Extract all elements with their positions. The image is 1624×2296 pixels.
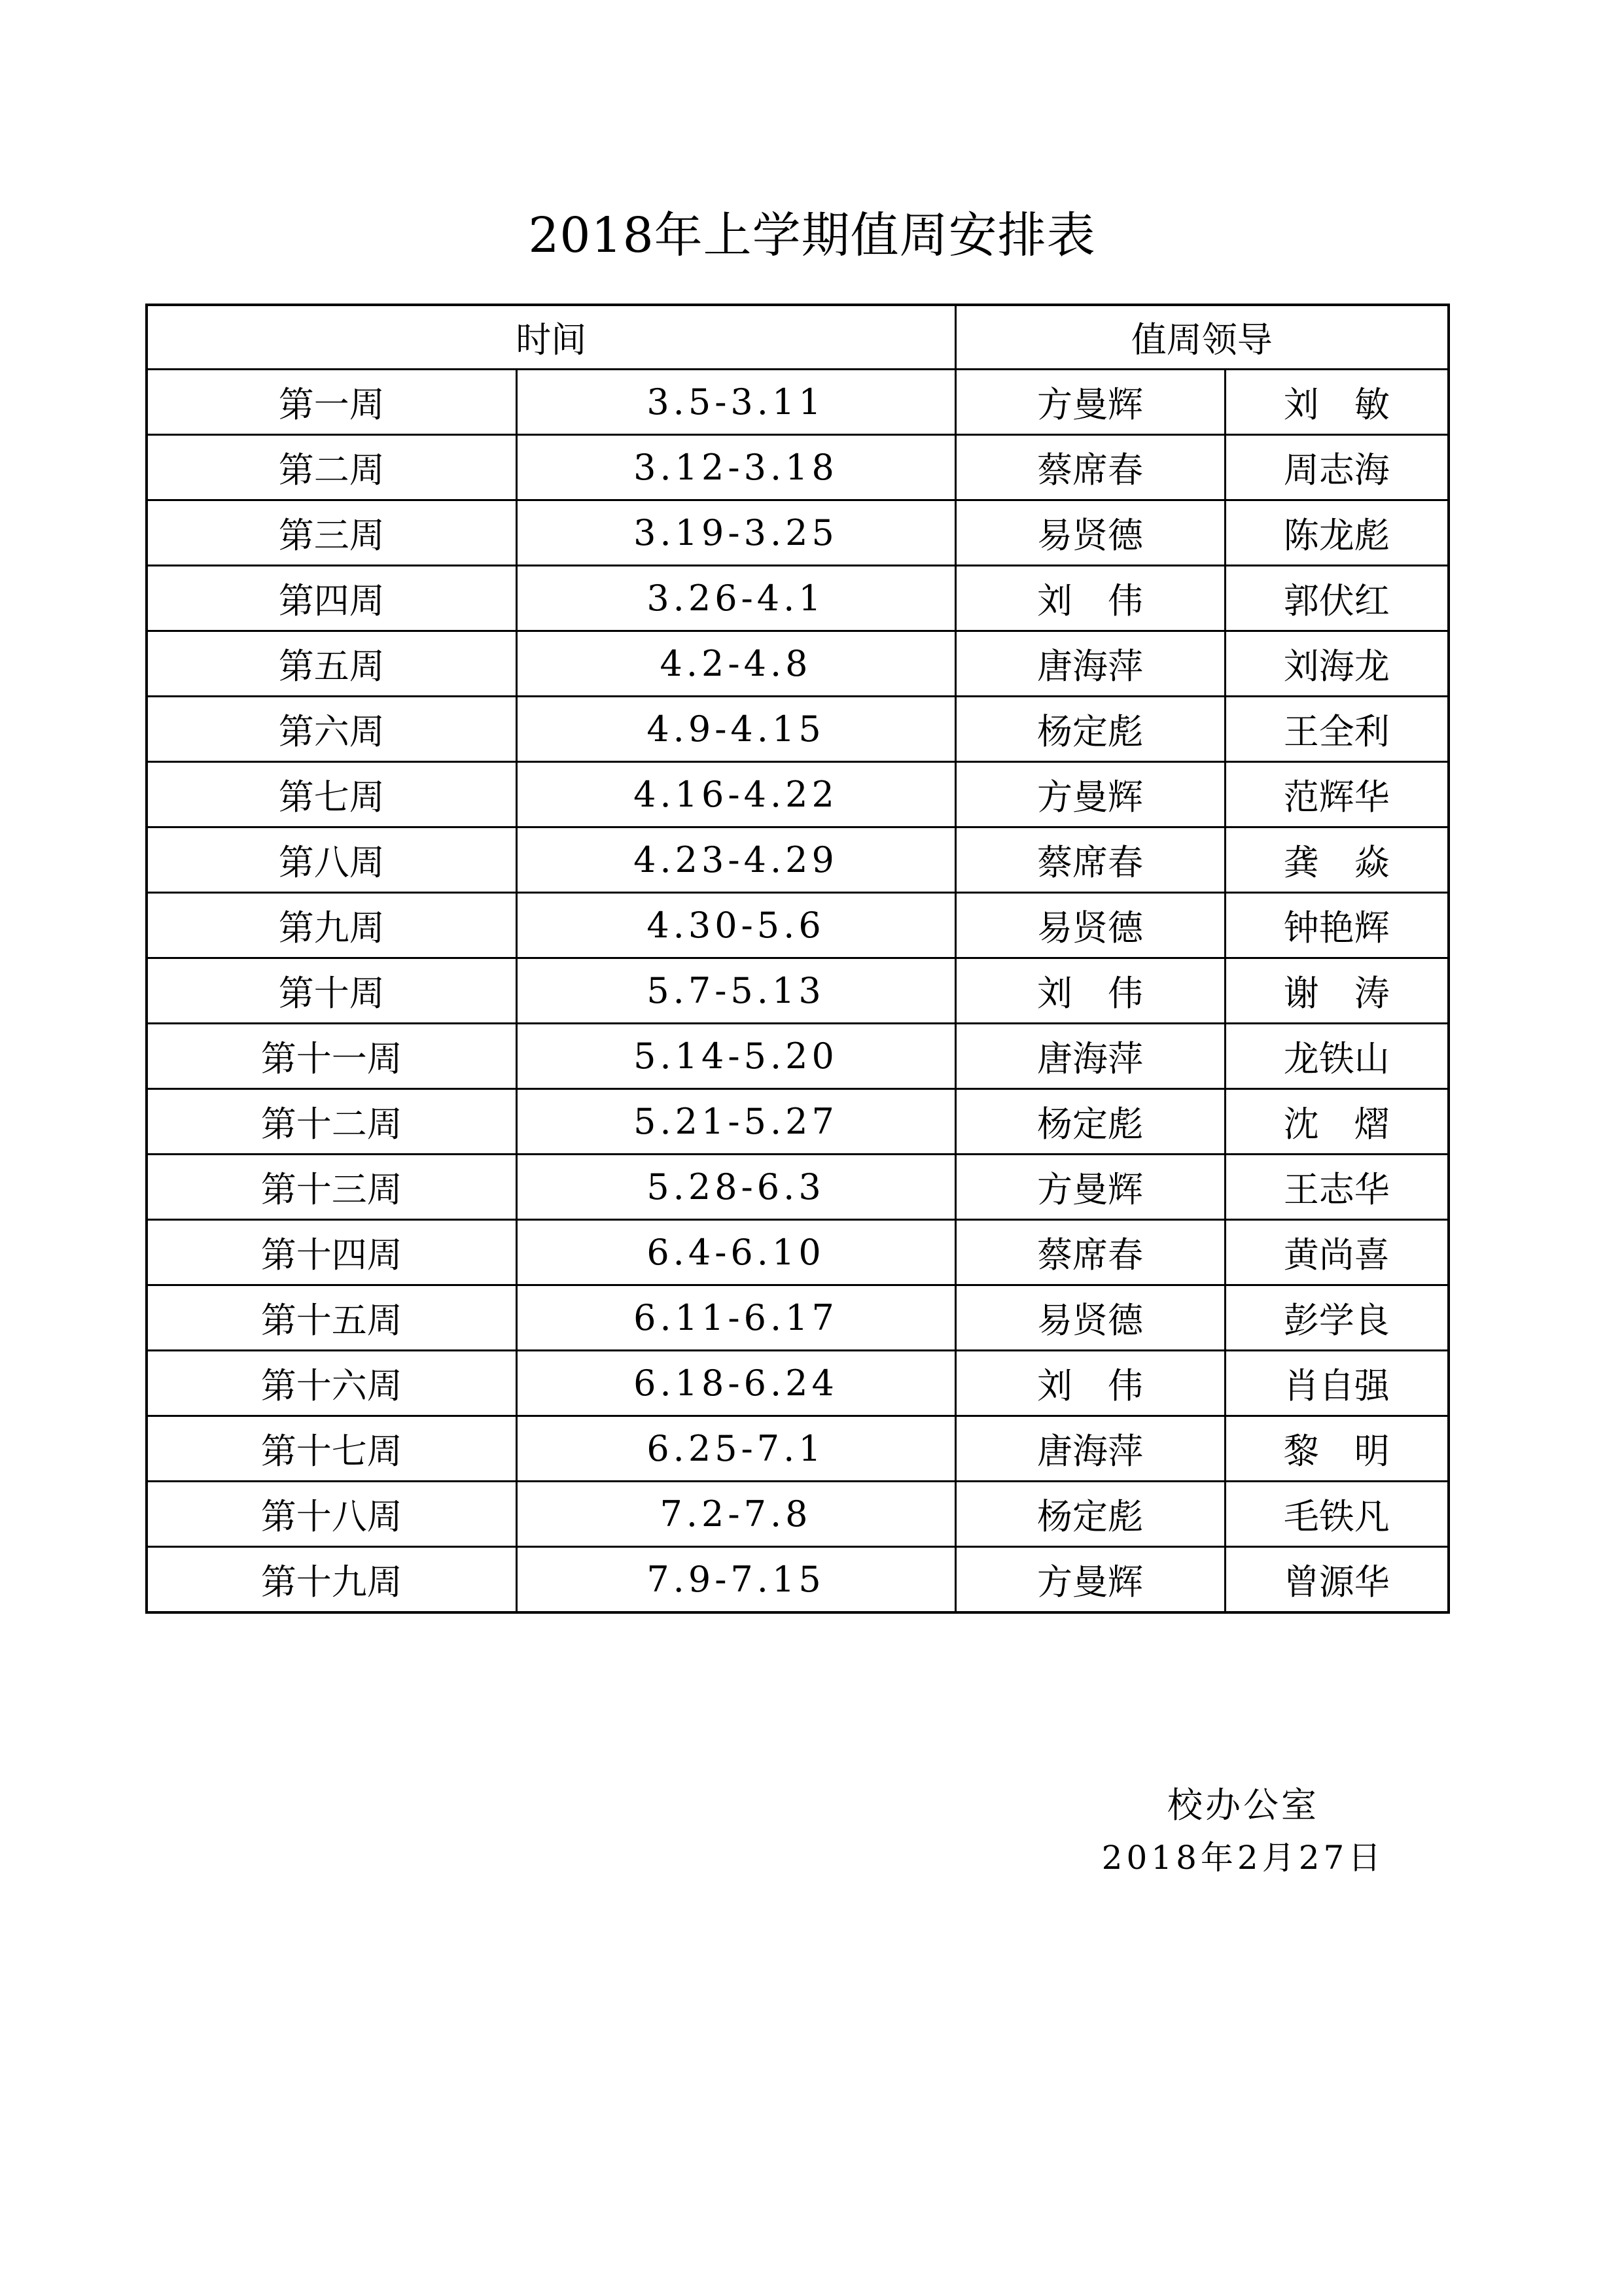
leader1-cell: 刘 伟: [955, 1351, 1225, 1416]
table-row: [147, 827, 1449, 893]
week-cell: 第五周: [147, 631, 516, 697]
table-row: [147, 1416, 1449, 1482]
date-range-cell: 5.7-5.13: [516, 958, 955, 1024]
table-body: [147, 370, 1449, 1613]
date-range-cell: 6.18-6.24: [516, 1351, 955, 1416]
footer-office: 校办公室: [1167, 1784, 1319, 1826]
week-cell: 第十九周: [147, 1547, 516, 1613]
week-cell: 第十二周: [147, 1089, 516, 1155]
table-row: [147, 370, 1449, 435]
date-range-cell: 6.25-7.1: [516, 1416, 955, 1482]
leader1-cell: 易贤德: [955, 500, 1225, 566]
leader1-cell: 唐海萍: [955, 631, 1225, 697]
leader1-cell: 蔡席春: [955, 435, 1225, 500]
week-cell: 第十一周: [147, 1024, 516, 1089]
date-range-cell: 3.12-3.18: [516, 435, 955, 500]
date-range-cell: 5.14-5.20: [516, 1024, 955, 1089]
week-cell: 第十八周: [147, 1482, 516, 1547]
date-range-cell: 4.9-4.15: [516, 697, 955, 762]
leader1-cell: 蔡席春: [955, 1220, 1225, 1285]
week-cell: 第十五周: [147, 1285, 516, 1351]
leader1-cell: 杨定彪: [955, 1089, 1225, 1155]
table-row: [147, 1220, 1449, 1285]
week-cell: 第七周: [147, 762, 516, 827]
leader2-cell: 周志海: [1225, 435, 1449, 500]
leader2-cell: 龚 焱: [1225, 827, 1449, 893]
date-range-cell: 5.28-6.3: [516, 1155, 955, 1220]
leader2-cell: 王全利: [1225, 697, 1449, 762]
table-row: [147, 958, 1449, 1024]
date-range-cell: 6.11-6.17: [516, 1285, 955, 1351]
leader1-cell: 唐海萍: [955, 1024, 1225, 1089]
date-range-cell: 4.23-4.29: [516, 827, 955, 893]
leader1-cell: 易贤德: [955, 893, 1225, 958]
page-title: 2018年上学期值周安排表: [528, 207, 1096, 264]
table-row: [147, 1285, 1449, 1351]
leader2-cell: 刘 敏: [1225, 370, 1449, 435]
footer-date: 2018年2月27日: [1101, 1839, 1385, 1877]
leader1-cell: 方曼辉: [955, 1547, 1225, 1613]
week-cell: 第十七周: [147, 1416, 516, 1482]
leader2-cell: 陈龙彪: [1225, 500, 1449, 566]
table-row: [147, 762, 1449, 827]
table-row: [147, 697, 1449, 762]
date-range-cell: 5.21-5.27: [516, 1089, 955, 1155]
table-row: [147, 1351, 1449, 1416]
leader1-cell: 刘 伟: [955, 958, 1225, 1024]
duty-schedule-table: [145, 304, 1450, 1614]
date-range-cell: 7.9-7.15: [516, 1547, 955, 1613]
week-cell: 第六周: [147, 697, 516, 762]
date-range-cell: 4.30-5.6: [516, 893, 955, 958]
leader1-cell: 易贤德: [955, 1285, 1225, 1351]
table-row: [147, 1024, 1449, 1089]
leader2-cell: 王志华: [1225, 1155, 1449, 1220]
week-cell: 第九周: [147, 893, 516, 958]
leader2-cell: 彭学良: [1225, 1285, 1449, 1351]
leader2-cell: 沈 熠: [1225, 1089, 1449, 1155]
leader1-cell: 杨定彪: [955, 1482, 1225, 1547]
leader2-cell: 谢 涛: [1225, 958, 1449, 1024]
date-range-cell: 7.2-7.8: [516, 1482, 955, 1547]
leader1-cell: 唐海萍: [955, 1416, 1225, 1482]
date-range-cell: 4.16-4.22: [516, 762, 955, 827]
table-header-row: [147, 305, 1449, 370]
leader2-cell: 钟艳辉: [1225, 893, 1449, 958]
week-cell: 第一周: [147, 370, 516, 435]
week-cell: 第二周: [147, 435, 516, 500]
leader2-cell: 黎 明: [1225, 1416, 1449, 1482]
leader2-cell: 毛铁凡: [1225, 1482, 1449, 1547]
date-range-cell: 3.26-4.1: [516, 566, 955, 631]
leader1-cell: 刘 伟: [955, 566, 1225, 631]
leader2-cell: 肖自强: [1225, 1351, 1449, 1416]
leader2-cell: 刘海龙: [1225, 631, 1449, 697]
leader1-cell: 蔡席春: [955, 827, 1225, 893]
leader1-cell: 方曼辉: [955, 1155, 1225, 1220]
leader2-cell: 黄尚喜: [1225, 1220, 1449, 1285]
table-row: [147, 1089, 1449, 1155]
table-row: [147, 1547, 1449, 1613]
week-cell: 第十周: [147, 958, 516, 1024]
leader2-cell: 龙铁山: [1225, 1024, 1449, 1089]
week-cell: 第十四周: [147, 1220, 516, 1285]
leader1-cell: 方曼辉: [955, 762, 1225, 827]
leader2-cell: 曾源华: [1225, 1547, 1449, 1613]
leader1-cell: 方曼辉: [955, 370, 1225, 435]
week-cell: 第十六周: [147, 1351, 516, 1416]
header-leaders: 值周领导: [955, 305, 1449, 370]
table-row: [147, 435, 1449, 500]
table-row: [147, 1155, 1449, 1220]
date-range-cell: 3.19-3.25: [516, 500, 955, 566]
header-time: 时间: [147, 305, 955, 370]
table-row: [147, 631, 1449, 697]
leader2-cell: 郭伏红: [1225, 566, 1449, 631]
week-cell: 第四周: [147, 566, 516, 631]
leader1-cell: 杨定彪: [955, 697, 1225, 762]
date-range-cell: 3.5-3.11: [516, 370, 955, 435]
date-range-cell: 4.2-4.8: [516, 631, 955, 697]
table-row: [147, 1482, 1449, 1547]
week-cell: 第十三周: [147, 1155, 516, 1220]
table-row: [147, 893, 1449, 958]
leader2-cell: 范辉华: [1225, 762, 1449, 827]
table-row: [147, 500, 1449, 566]
date-range-cell: 6.4-6.10: [516, 1220, 955, 1285]
table-row: [147, 566, 1449, 631]
week-cell: 第八周: [147, 827, 516, 893]
week-cell: 第三周: [147, 500, 516, 566]
